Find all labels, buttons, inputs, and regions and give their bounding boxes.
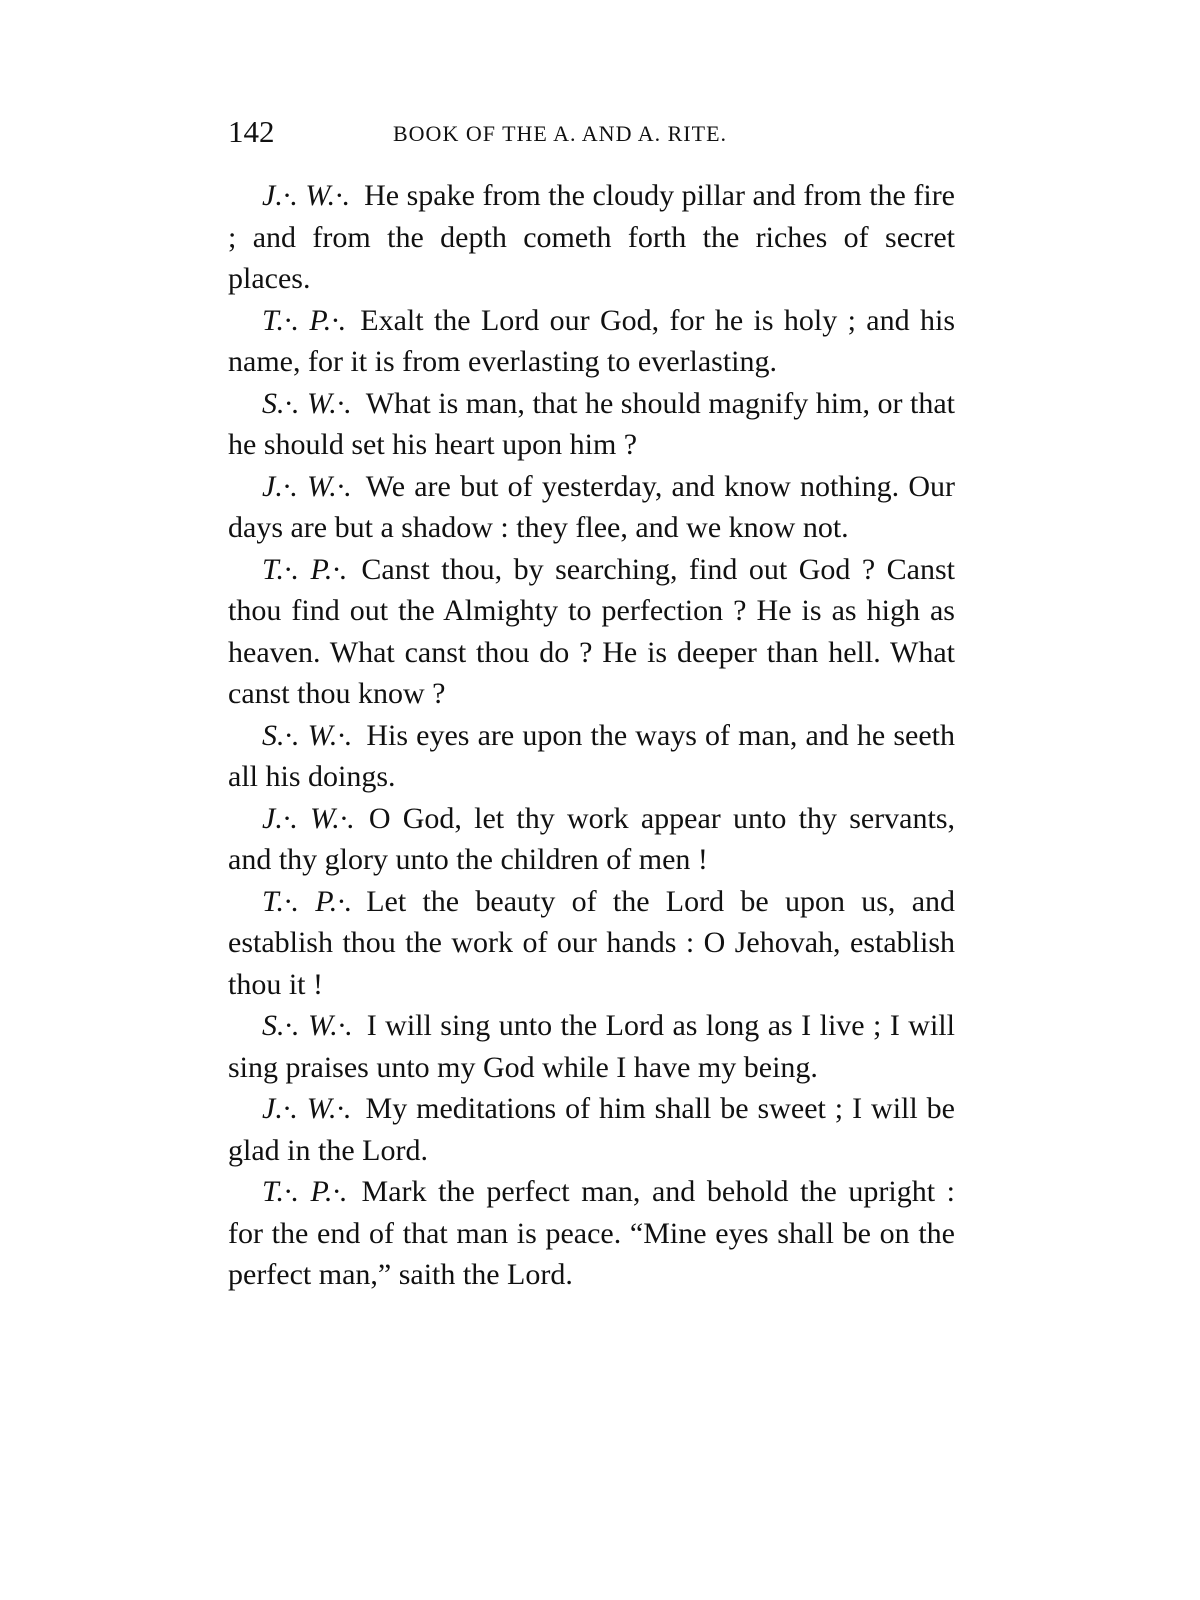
- speaker-label: S.·. W.·.: [262, 1009, 353, 1042]
- paragraph: [228, 881, 955, 1006]
- paragraph: [228, 383, 955, 466]
- paragraph-text: We are but of yesterday, and know nothing. Our days are but a shadow : they flee, and we know not.: [228, 469, 955, 544]
- paragraph: [228, 466, 955, 549]
- paragraph: [228, 549, 955, 715]
- speaker-label: S.·. W.·.: [262, 718, 353, 752]
- paragraph-text: His eyes are upon the ways of man, and he seeth all his doings.: [228, 718, 955, 793]
- running-head: BOOK OF THE A. AND A. RITE.: [393, 121, 728, 146]
- speaker-label: J.·. W.·.: [262, 801, 355, 835]
- page-number: 142: [228, 114, 275, 149]
- page-header: [228, 112, 958, 152]
- speaker-label: J.·. W.·.: [262, 469, 352, 503]
- paragraph: [228, 715, 955, 798]
- speaker-label: T.·. P.·.: [262, 303, 347, 337]
- speaker-label: T.·. P.·.: [262, 1175, 348, 1208]
- paragraph-text: Mark the perfect man, and behold the upright : for the end of that man is peace. “Mine eyes shall be on the perfect man,” saith the Lord.: [228, 1175, 956, 1291]
- paragraph-text: My meditations of him shall be sweet ; I will be glad in the Lord.: [228, 1092, 955, 1167]
- paragraph: [228, 1005, 955, 1088]
- speaker-label: J.·. W.·.: [262, 179, 351, 212]
- paragraph: [228, 175, 955, 300]
- paragraph: [228, 1088, 955, 1171]
- paragraph-text: What is man, that he should magnify him, or that he should set his heart upon him ?: [228, 386, 955, 461]
- paragraph-text: He spake from the cloudy pillar and from the fire ; and from the depth cometh forth the riches of secret places.: [228, 179, 955, 295]
- speaker-label: J.·. W.·.: [262, 1092, 352, 1125]
- speaker-label: T.·. P.·.: [262, 884, 353, 918]
- speaker-label: S.·. W.·.: [262, 386, 352, 420]
- paragraph-text: Exalt the Lord our God, for he is holy ; and his name, for it is from everlasting to everlasting.: [228, 303, 955, 378]
- page-body: [228, 175, 955, 1296]
- paragraph-text: O God, let thy work appear unto thy servants, and thy glory unto the children of men !: [228, 801, 956, 876]
- paragraph: [228, 1171, 955, 1296]
- paragraph: [228, 798, 955, 881]
- paragraph-text: Canst thou, by searching, find out God ? Canst thou find out the Almighty to perfection ? He is as high as heaven. What canst thou do ? He is deeper than hell. What canst thou know ?: [228, 552, 955, 710]
- paragraph: [228, 300, 955, 383]
- paragraph-text: I will sing unto the Lord as long as I live ; I will sing praises unto my God while I have my being.: [228, 1009, 955, 1084]
- paragraph-text: Let the beauty of the Lord be upon us, and establish thou the work of our hands : O Jehovah, establish thou it !: [228, 884, 956, 1001]
- speaker-label: T.·. P.·.: [262, 552, 348, 586]
